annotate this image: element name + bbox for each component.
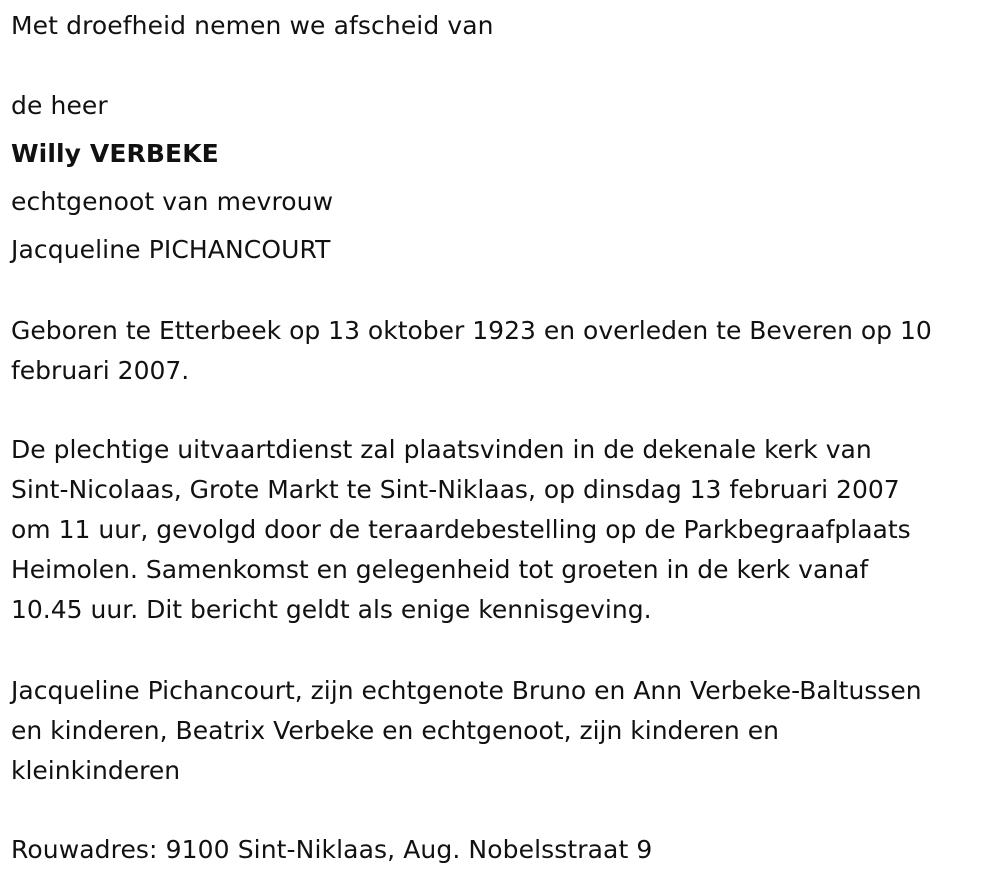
intro-line: Met droefheid nemen we afscheid van xyxy=(11,11,494,40)
service-line: Heimolen. Samenkomst en gelegenheid tot groeten in de kerk vanaf xyxy=(11,555,869,584)
funeral-service-paragraph xyxy=(11,430,911,630)
family-line: kleinkinderen xyxy=(11,756,181,785)
family-line: en kinderen, Beatrix Verbeke en echtgenoot, zijn kinderen en xyxy=(11,716,779,745)
deceased-name: Willy VERBEKE xyxy=(11,139,219,168)
family-paragraph xyxy=(11,671,922,791)
birth-death-line: Geboren te Etterbeek op 13 oktober 1923 en overleden te Beveren op 10 xyxy=(11,316,932,345)
spouse-label: echtgenoot van mevrouw xyxy=(11,187,334,216)
service-line: 10.45 uur. Dit bericht geldt als enige kennisgeving. xyxy=(11,595,652,624)
spouse-name: Jacqueline PICHANCOURT xyxy=(11,235,331,264)
mourning-address: Rouwadres: 9100 Sint-Niklaas, Aug. Nobelsstraat 9 xyxy=(11,835,653,864)
service-line: Sint-Nicolaas, Grote Markt te Sint-Niklaas, op dinsdag 13 februari 2007 xyxy=(11,475,900,504)
family-line: Jacqueline Pichancourt, zijn echtgenote Bruno en Ann Verbeke-Baltussen xyxy=(11,676,922,705)
service-line: De plechtige uitvaartdienst zal plaatsvinden in de dekenale kerk van xyxy=(11,435,872,464)
honorific: de heer xyxy=(11,91,108,120)
birth-death-paragraph xyxy=(11,311,932,391)
birth-death-line: februari 2007. xyxy=(11,356,190,385)
service-line: om 11 uur, gevolgd door de teraardebestelling op de Parkbegraafplaats xyxy=(11,515,911,544)
